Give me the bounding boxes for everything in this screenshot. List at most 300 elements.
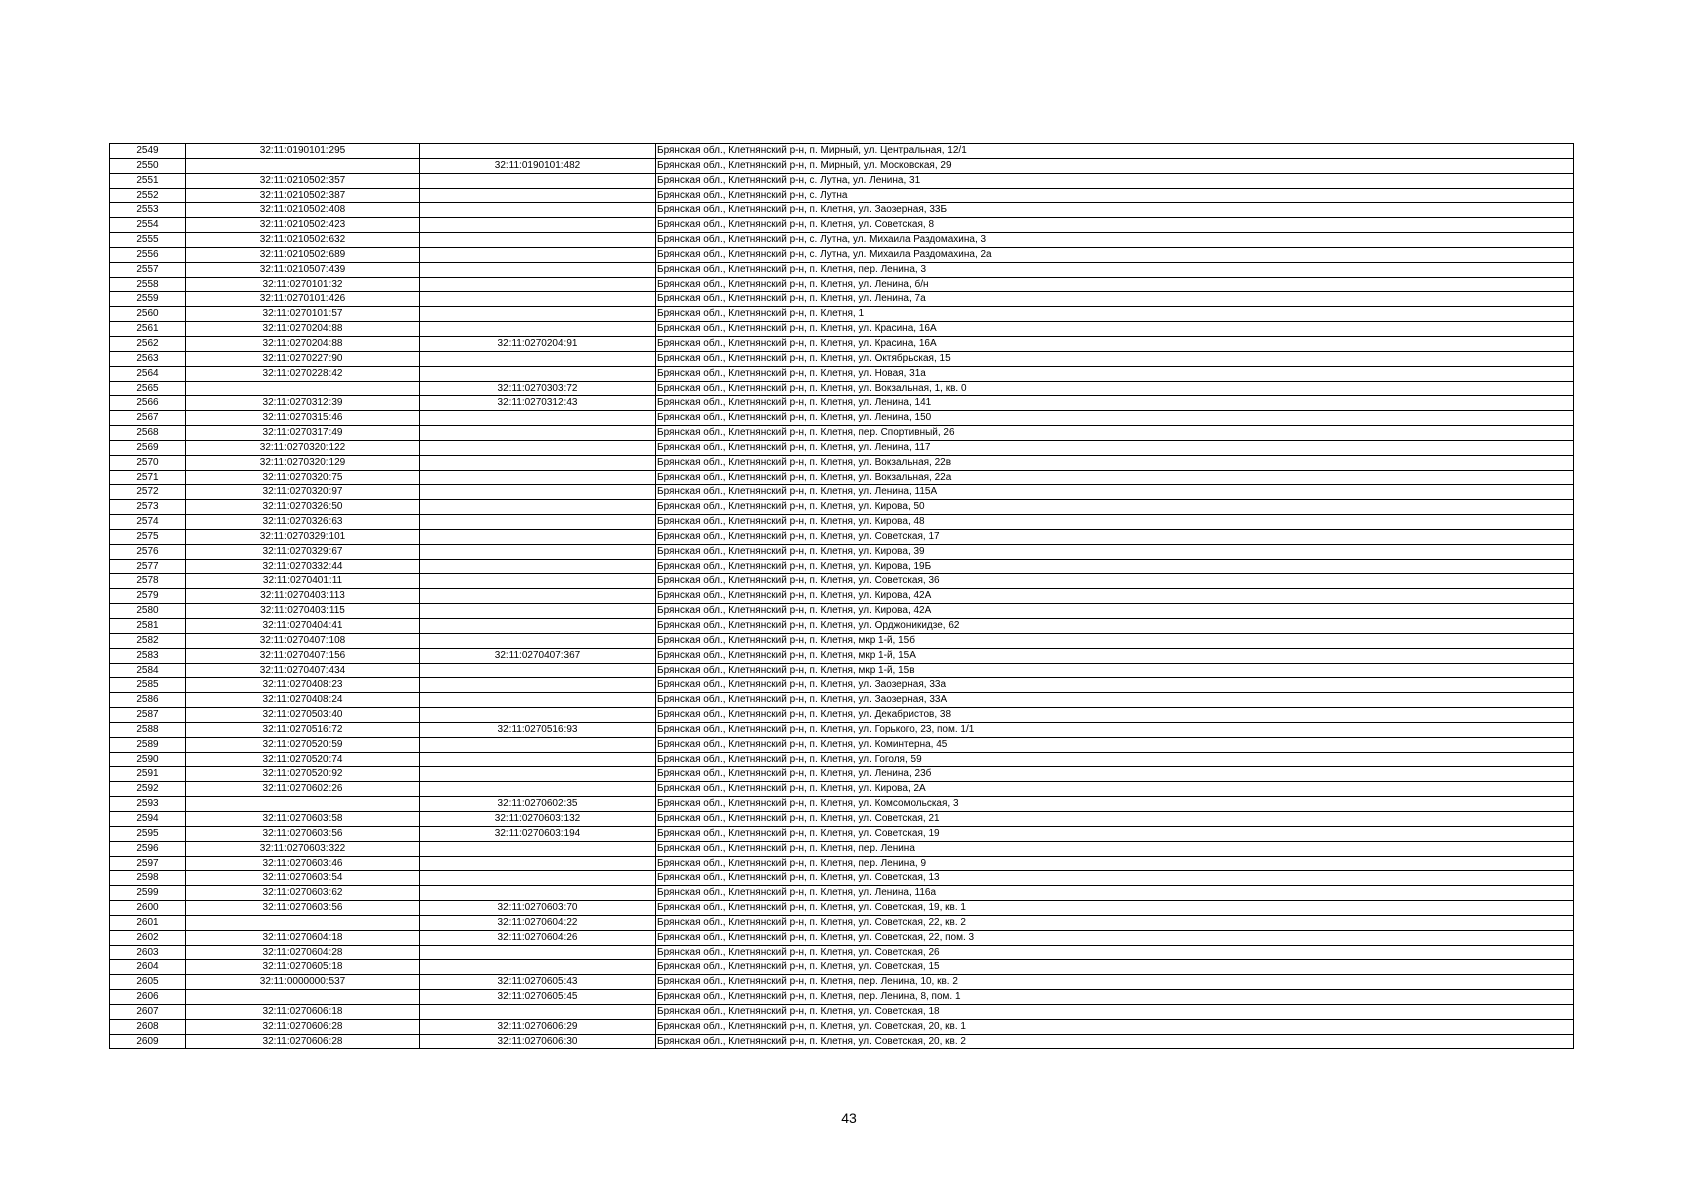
cadastral-number-cell: 32:11:0270602:26	[186, 782, 420, 797]
address-cell: Брянская обл., Клетнянский р-н, п. Клетня, ул. Ленина, 117	[656, 440, 1574, 455]
row-number-cell: 2603	[110, 945, 186, 960]
address-cell: Брянская обл., Клетнянский р-н, п. Клетня, ул. Ленина, 7а	[656, 292, 1574, 307]
row-number-cell: 2550	[110, 158, 186, 173]
row-number-cell: 2606	[110, 990, 186, 1005]
row-number-cell: 2567	[110, 411, 186, 426]
object-number-cell: 32:11:0270606:30	[420, 1034, 656, 1049]
row-number-cell: 2566	[110, 396, 186, 411]
address-cell: Брянская обл., Клетнянский р-н, п. Клетня, ул. Заозерная, 33А	[656, 693, 1574, 708]
address-cell: Брянская обл., Клетнянский р-н, п. Клетня, ул. Декабристов, 38	[656, 708, 1574, 723]
table-row	[110, 322, 1574, 337]
table-row	[110, 455, 1574, 470]
cadastral-number-cell: 32:11:0270520:59	[186, 737, 420, 752]
table-row	[110, 1004, 1574, 1019]
table-row	[110, 708, 1574, 723]
object-number-cell	[420, 485, 656, 500]
address-cell: Брянская обл., Клетнянский р-н, п. Клетня, ул. Ленина, 115А	[656, 485, 1574, 500]
table-row	[110, 515, 1574, 530]
address-cell: Брянская обл., Клетнянский р-н, п. Клетня, 1	[656, 307, 1574, 322]
address-cell: Брянская обл., Клетнянский р-н, п. Клетня, пер. Ленина, 8, пом. 1	[656, 990, 1574, 1005]
row-number-cell: 2573	[110, 500, 186, 515]
row-number-cell: 2589	[110, 737, 186, 752]
address-cell: Брянская обл., Клетнянский р-н, п. Клетня, ул. Ленина, 116а	[656, 886, 1574, 901]
row-number-cell: 2598	[110, 871, 186, 886]
object-number-cell	[420, 203, 656, 218]
object-number-cell	[420, 426, 656, 441]
cadastral-number-cell: 32:11:0270326:63	[186, 515, 420, 530]
cadastral-number-cell: 32:11:0270320:75	[186, 470, 420, 485]
cadastral-number-cell: 32:11:0270312:39	[186, 396, 420, 411]
cadastral-number-cell: 32:11:0270407:108	[186, 633, 420, 648]
object-number-cell	[420, 886, 656, 901]
address-cell: Брянская обл., Клетнянский р-н, с. Лутна, ул. Ленина, 31	[656, 173, 1574, 188]
table-row	[110, 975, 1574, 990]
object-number-cell: 32:11:0270603:70	[420, 901, 656, 916]
table-row	[110, 203, 1574, 218]
object-number-cell: 32:11:0270312:43	[420, 396, 656, 411]
table-row	[110, 366, 1574, 381]
object-number-cell	[420, 856, 656, 871]
row-number-cell: 2563	[110, 351, 186, 366]
address-cell: Брянская обл., Клетнянский р-н, п. Клетня, ул. Ленина, 23б	[656, 767, 1574, 782]
cadastral-number-cell: 32:11:0270408:23	[186, 678, 420, 693]
object-number-cell	[420, 693, 656, 708]
cadastral-number-cell: 32:11:0270329:101	[186, 529, 420, 544]
table-row	[110, 901, 1574, 916]
cadastral-number-cell: 32:11:0270604:18	[186, 930, 420, 945]
address-cell: Брянская обл., Клетнянский р-н, п. Клетня, мкр 1-й, 15А	[656, 648, 1574, 663]
row-number-cell: 2605	[110, 975, 186, 990]
table-row	[110, 559, 1574, 574]
row-number-cell: 2602	[110, 930, 186, 945]
address-cell: Брянская обл., Клетнянский р-н, п. Клетня, ул. Заозерная, 33а	[656, 678, 1574, 693]
cadastral-number-cell	[186, 797, 420, 812]
address-cell: Брянская обл., Клетнянский р-н, п. Клетня, ул. Советская, 36	[656, 574, 1574, 589]
address-cell: Брянская обл., Клетнянский р-н, п. Клетня, пер. Ленина, 9	[656, 856, 1574, 871]
address-cell: Брянская обл., Клетнянский р-н, п. Клетня, ул. Советская, 19	[656, 826, 1574, 841]
cadastral-number-cell: 32:11:0270603:46	[186, 856, 420, 871]
address-cell: Брянская обл., Клетнянский р-н, п. Клетня, ул. Советская, 18	[656, 1004, 1574, 1019]
object-number-cell: 32:11:0270303:72	[420, 381, 656, 396]
table-row	[110, 767, 1574, 782]
object-number-cell: 32:11:0270605:43	[420, 975, 656, 990]
row-number-cell: 2594	[110, 811, 186, 826]
address-cell: Брянская обл., Клетнянский р-н, п. Клетня, ул. Советская, 20, кв. 1	[656, 1019, 1574, 1034]
address-cell: Брянская обл., Клетнянский р-н, п. Клетня, ул. Новая, 31а	[656, 366, 1574, 381]
table-row	[110, 529, 1574, 544]
object-number-cell	[420, 737, 656, 752]
row-number-cell: 2590	[110, 752, 186, 767]
table-row	[110, 990, 1574, 1005]
object-number-cell	[420, 559, 656, 574]
cadastral-number-cell: 32:11:0270404:41	[186, 619, 420, 634]
row-number-cell: 2559	[110, 292, 186, 307]
address-cell: Брянская обл., Клетнянский р-н, п. Клетня, ул. Советская, 15	[656, 960, 1574, 975]
row-number-cell: 2601	[110, 915, 186, 930]
table-row	[110, 811, 1574, 826]
table-row	[110, 841, 1574, 856]
cadastral-number-cell: 32:11:0270204:88	[186, 336, 420, 351]
object-number-cell	[420, 1004, 656, 1019]
object-number-cell	[420, 529, 656, 544]
table-row	[110, 960, 1574, 975]
object-number-cell	[420, 708, 656, 723]
object-number-cell: 32:11:0270602:35	[420, 797, 656, 812]
row-number-cell: 2585	[110, 678, 186, 693]
table-row	[110, 826, 1574, 841]
address-cell: Брянская обл., Клетнянский р-н, п. Клетня, ул. Кирова, 42А	[656, 604, 1574, 619]
object-number-cell	[420, 440, 656, 455]
row-number-cell: 2608	[110, 1019, 186, 1034]
object-number-cell	[420, 515, 656, 530]
address-cell: Брянская обл., Клетнянский р-н, п. Клетня, ул. Советская, 20, кв. 2	[656, 1034, 1574, 1049]
table-row	[110, 307, 1574, 322]
object-number-cell	[420, 470, 656, 485]
cadastral-number-cell: 32:11:0210507:439	[186, 262, 420, 277]
object-number-cell	[420, 500, 656, 515]
row-number-cell: 2565	[110, 381, 186, 396]
cadastral-number-cell: 32:11:0270317:49	[186, 426, 420, 441]
object-number-cell	[420, 188, 656, 203]
object-number-cell	[420, 411, 656, 426]
row-number-cell: 2570	[110, 455, 186, 470]
table-row	[110, 396, 1574, 411]
row-number-cell: 2599	[110, 886, 186, 901]
table-row	[110, 574, 1574, 589]
table-row	[110, 426, 1574, 441]
object-number-cell	[420, 767, 656, 782]
object-number-cell	[420, 322, 656, 337]
address-cell: Брянская обл., Клетнянский р-н, п. Клетня, мкр 1-й, 15б	[656, 633, 1574, 648]
object-number-cell	[420, 277, 656, 292]
object-number-cell: 32:11:0270606:29	[420, 1019, 656, 1034]
cadastral-number-cell: 32:11:0190101:295	[186, 144, 420, 159]
table-row	[110, 544, 1574, 559]
table-row	[110, 292, 1574, 307]
cadastral-number-cell: 32:11:0270605:18	[186, 960, 420, 975]
cadastral-number-cell: 32:11:0210502:387	[186, 188, 420, 203]
address-cell: Брянская обл., Клетнянский р-н, п. Клетня, ул. Коминтерна, 45	[656, 737, 1574, 752]
cadastral-number-cell: 32:11:0270516:72	[186, 722, 420, 737]
cadastral-number-cell: 32:11:0270101:32	[186, 277, 420, 292]
cadastral-number-cell: 32:11:0270101:57	[186, 307, 420, 322]
cadastral-number-cell: 32:11:0270326:50	[186, 500, 420, 515]
table-row	[110, 144, 1574, 159]
address-cell: Брянская обл., Клетнянский р-н, п. Клетня, ул. Кирова, 50	[656, 500, 1574, 515]
row-number-cell: 2577	[110, 559, 186, 574]
object-number-cell: 32:11:0270605:45	[420, 990, 656, 1005]
row-number-cell: 2569	[110, 440, 186, 455]
object-number-cell	[420, 604, 656, 619]
table-row	[110, 915, 1574, 930]
table-row	[110, 752, 1574, 767]
table-row	[110, 782, 1574, 797]
table-row	[110, 797, 1574, 812]
table-row	[110, 678, 1574, 693]
object-number-cell: 32:11:0270407:367	[420, 648, 656, 663]
row-number-cell: 2554	[110, 218, 186, 233]
cadastral-number-cell: 32:11:0270408:24	[186, 693, 420, 708]
table-row	[110, 945, 1574, 960]
row-number-cell: 2561	[110, 322, 186, 337]
address-cell: Брянская обл., Клетнянский р-н, п. Клетня, ул. Гоголя, 59	[656, 752, 1574, 767]
row-number-cell: 2592	[110, 782, 186, 797]
object-number-cell	[420, 619, 656, 634]
object-number-cell	[420, 589, 656, 604]
address-cell: Брянская обл., Клетнянский р-н, п. Клетня, ул. Горького, 23, пом. 1/1	[656, 722, 1574, 737]
table-row	[110, 351, 1574, 366]
address-cell: Брянская обл., Клетнянский р-н, п. Клетня, ул. Ленина, 141	[656, 396, 1574, 411]
table-row	[110, 1019, 1574, 1034]
address-cell: Брянская обл., Клетнянский р-н, п. Клетня, ул. Советская, 21	[656, 811, 1574, 826]
table-row	[110, 604, 1574, 619]
table-row	[110, 158, 1574, 173]
cadastral-number-cell: 32:11:0270606:28	[186, 1034, 420, 1049]
row-number-cell: 2596	[110, 841, 186, 856]
object-number-cell: 32:11:0190101:482	[420, 158, 656, 173]
address-cell: Брянская обл., Клетнянский р-н, п. Клетня, ул. Советская, 19, кв. 1	[656, 901, 1574, 916]
table-row	[110, 381, 1574, 396]
address-cell: Брянская обл., Клетнянский р-н, п. Клетня, ул. Советская, 22, пом. 3	[656, 930, 1574, 945]
cadastral-number-cell: 32:11:0270603:58	[186, 811, 420, 826]
address-cell: Брянская обл., Клетнянский р-н, п. Клетня, ул. Советская, 17	[656, 529, 1574, 544]
object-number-cell	[420, 782, 656, 797]
address-cell: Брянская обл., Клетнянский р-н, п. Клетня, пер. Ленина, 10, кв. 2	[656, 975, 1574, 990]
row-number-cell: 2584	[110, 663, 186, 678]
address-cell: Брянская обл., Клетнянский р-н, п. Клетня, ул. Кирова, 39	[656, 544, 1574, 559]
row-number-cell: 2571	[110, 470, 186, 485]
row-number-cell: 2560	[110, 307, 186, 322]
address-cell: Брянская обл., Клетнянский р-н, п. Клетня, ул. Кирова, 48	[656, 515, 1574, 530]
object-number-cell	[420, 455, 656, 470]
address-cell: Брянская обл., Клетнянский р-н, с. Лутна, ул. Михаила Раздомахина, 3	[656, 233, 1574, 248]
object-number-cell: 32:11:0270204:91	[420, 336, 656, 351]
table-row	[110, 262, 1574, 277]
address-cell: Брянская обл., Клетнянский р-н, п. Клетня, ул. Вокзальная, 22а	[656, 470, 1574, 485]
object-number-cell: 32:11:0270604:26	[420, 930, 656, 945]
table-row	[110, 173, 1574, 188]
address-cell: Брянская обл., Клетнянский р-н, п. Клетня, ул. Кирова, 2А	[656, 782, 1574, 797]
table-row	[110, 633, 1574, 648]
object-number-cell	[420, 752, 656, 767]
cadastral-number-cell: 32:11:0270401:11	[186, 574, 420, 589]
row-number-cell: 2572	[110, 485, 186, 500]
address-cell: Брянская обл., Клетнянский р-н, п. Клетня, ул. Октябрьская, 15	[656, 351, 1574, 366]
cadastral-number-cell: 32:11:0270603:322	[186, 841, 420, 856]
table-row	[110, 247, 1574, 262]
object-number-cell: 32:11:0270603:194	[420, 826, 656, 841]
registry-table	[109, 143, 1574, 1049]
address-cell: Брянская обл., Клетнянский р-н, с. Лутна	[656, 188, 1574, 203]
object-number-cell	[420, 960, 656, 975]
row-number-cell: 2604	[110, 960, 186, 975]
cadastral-number-cell: 32:11:0270603:62	[186, 886, 420, 901]
object-number-cell	[420, 574, 656, 589]
object-number-cell	[420, 351, 656, 366]
object-number-cell	[420, 247, 656, 262]
cadastral-number-cell: 32:11:0270204:88	[186, 322, 420, 337]
row-number-cell: 2552	[110, 188, 186, 203]
cadastral-number-cell: 32:11:0270320:129	[186, 455, 420, 470]
cadastral-number-cell: 32:11:0270332:44	[186, 559, 420, 574]
row-number-cell: 2574	[110, 515, 186, 530]
table-row	[110, 188, 1574, 203]
row-number-cell: 2582	[110, 633, 186, 648]
row-number-cell: 2607	[110, 1004, 186, 1019]
address-cell: Брянская обл., Клетнянский р-н, п. Клетня, ул. Вокзальная, 1, кв. 0	[656, 381, 1574, 396]
row-number-cell: 2568	[110, 426, 186, 441]
address-cell: Брянская обл., Клетнянский р-н, п. Клетня, ул. Комсомольская, 3	[656, 797, 1574, 812]
row-number-cell: 2591	[110, 767, 186, 782]
table-row	[110, 485, 1574, 500]
row-number-cell: 2553	[110, 203, 186, 218]
row-number-cell: 2580	[110, 604, 186, 619]
object-number-cell	[420, 307, 656, 322]
address-cell: Брянская обл., Клетнянский р-н, п. Клетня, ул. Ленина, б/н	[656, 277, 1574, 292]
cadastral-number-cell: 32:11:0270315:46	[186, 411, 420, 426]
row-number-cell: 2579	[110, 589, 186, 604]
row-number-cell: 2564	[110, 366, 186, 381]
table-row	[110, 693, 1574, 708]
object-number-cell	[420, 144, 656, 159]
address-cell: Брянская обл., Клетнянский р-н, п. Клетня, мкр 1-й, 15в	[656, 663, 1574, 678]
cadastral-number-cell: 32:11:0270329:67	[186, 544, 420, 559]
row-number-cell: 2549	[110, 144, 186, 159]
object-number-cell	[420, 233, 656, 248]
cadastral-number-cell: 32:11:0270403:113	[186, 589, 420, 604]
address-cell: Брянская обл., Клетнянский р-н, п. Клетня, ул. Советская, 13	[656, 871, 1574, 886]
object-number-cell	[420, 544, 656, 559]
row-number-cell: 2551	[110, 173, 186, 188]
object-number-cell	[420, 292, 656, 307]
object-number-cell	[420, 663, 656, 678]
address-cell: Брянская обл., Клетнянский р-н, п. Клетня, пер. Спортивный, 26	[656, 426, 1574, 441]
object-number-cell	[420, 366, 656, 381]
object-number-cell: 32:11:0270604:22	[420, 915, 656, 930]
object-number-cell	[420, 633, 656, 648]
address-cell: Брянская обл., Клетнянский р-н, п. Клетня, пер. Ленина, 3	[656, 262, 1574, 277]
cadastral-number-cell: 32:11:0000000:537	[186, 975, 420, 990]
address-cell: Брянская обл., Клетнянский р-н, п. Клетня, ул. Вокзальная, 22в	[656, 455, 1574, 470]
address-cell: Брянская обл., Клетнянский р-н, п. Клетня, ул. Орджоникидзе, 62	[656, 619, 1574, 634]
row-number-cell: 2556	[110, 247, 186, 262]
object-number-cell	[420, 262, 656, 277]
cadastral-number-cell: 32:11:0270228:42	[186, 366, 420, 381]
cadastral-number-cell: 32:11:0270603:56	[186, 901, 420, 916]
table-row	[110, 871, 1574, 886]
cadastral-number-cell: 32:11:0270403:115	[186, 604, 420, 619]
cadastral-number-cell: 32:11:0270520:74	[186, 752, 420, 767]
cadastral-number-cell: 32:11:0270320:97	[186, 485, 420, 500]
cadastral-number-cell: 32:11:0270603:54	[186, 871, 420, 886]
table-row	[110, 856, 1574, 871]
row-number-cell: 2588	[110, 722, 186, 737]
cadastral-number-cell: 32:11:0270407:434	[186, 663, 420, 678]
table-row	[110, 336, 1574, 351]
address-cell: Брянская обл., Клетнянский р-н, п. Клетня, ул. Заозерная, 33Б	[656, 203, 1574, 218]
cadastral-number-cell: 32:11:0210502:689	[186, 247, 420, 262]
page-number: 43	[841, 1110, 857, 1126]
object-number-cell	[420, 173, 656, 188]
cadastral-number-cell: 32:11:0210502:408	[186, 203, 420, 218]
row-number-cell: 2555	[110, 233, 186, 248]
address-cell: Брянская обл., Клетнянский р-н, п. Клетня, ул. Ленина, 150	[656, 411, 1574, 426]
table-row	[110, 470, 1574, 485]
address-cell: Брянская обл., Клетнянский р-н, п. Мирный, ул. Московская, 29	[656, 158, 1574, 173]
address-cell: Брянская обл., Клетнянский р-н, п. Клетня, ул. Советская, 8	[656, 218, 1574, 233]
cadastral-number-cell: 32:11:0270407:156	[186, 648, 420, 663]
row-number-cell: 2587	[110, 708, 186, 723]
row-number-cell: 2595	[110, 826, 186, 841]
table-row	[110, 663, 1574, 678]
table-row	[110, 500, 1574, 515]
row-number-cell: 2597	[110, 856, 186, 871]
cadastral-number-cell: 32:11:0270606:18	[186, 1004, 420, 1019]
row-number-cell: 2581	[110, 619, 186, 634]
cadastral-number-cell: 32:11:0270603:56	[186, 826, 420, 841]
row-number-cell: 2576	[110, 544, 186, 559]
table-row	[110, 930, 1574, 945]
cadastral-number-cell: 32:11:0210502:423	[186, 218, 420, 233]
cadastral-number-cell: 32:11:0270520:92	[186, 767, 420, 782]
row-number-cell: 2586	[110, 693, 186, 708]
cadastral-number-cell	[186, 158, 420, 173]
object-number-cell	[420, 218, 656, 233]
cadastral-number-cell: 32:11:0270320:122	[186, 440, 420, 455]
row-number-cell: 2557	[110, 262, 186, 277]
table-row	[110, 722, 1574, 737]
cadastral-number-cell: 32:11:0210502:357	[186, 173, 420, 188]
address-cell: Брянская обл., Клетнянский р-н, п. Клетня, ул. Советская, 26	[656, 945, 1574, 960]
cadastral-number-cell: 32:11:0270503:40	[186, 708, 420, 723]
object-number-cell	[420, 945, 656, 960]
address-cell: Брянская обл., Клетнянский р-н, с. Лутна, ул. Михаила Раздомахина, 2а	[656, 247, 1574, 262]
table-row	[110, 648, 1574, 663]
address-cell: Брянская обл., Клетнянский р-н, п. Мирный, ул. Центральная, 12/1	[656, 144, 1574, 159]
table-row	[110, 411, 1574, 426]
address-cell: Брянская обл., Клетнянский р-н, п. Клетня, ул. Кирова, 42А	[656, 589, 1574, 604]
cadastral-number-cell: 32:11:0270606:28	[186, 1019, 420, 1034]
address-cell: Брянская обл., Клетнянский р-н, п. Клетня, ул. Красина, 16А	[656, 322, 1574, 337]
address-cell: Брянская обл., Клетнянский р-н, п. Клетня, ул. Красина, 16А	[656, 336, 1574, 351]
address-cell: Брянская обл., Клетнянский р-н, п. Клетня, пер. Ленина	[656, 841, 1574, 856]
cadastral-number-cell: 32:11:0270227:90	[186, 351, 420, 366]
cadastral-number-cell	[186, 990, 420, 1005]
row-number-cell: 2578	[110, 574, 186, 589]
row-number-cell: 2562	[110, 336, 186, 351]
table-row	[110, 1034, 1574, 1049]
cadastral-number-cell: 32:11:0270604:28	[186, 945, 420, 960]
address-cell: Брянская обл., Клетнянский р-н, п. Клетня, ул. Советская, 22, кв. 2	[656, 915, 1574, 930]
object-number-cell	[420, 871, 656, 886]
cadastral-number-cell: 32:11:0270101:426	[186, 292, 420, 307]
cadastral-number-cell	[186, 381, 420, 396]
row-number-cell: 2575	[110, 529, 186, 544]
row-number-cell: 2609	[110, 1034, 186, 1049]
object-number-cell	[420, 841, 656, 856]
cadastral-number-cell: 32:11:0210502:632	[186, 233, 420, 248]
table-row	[110, 886, 1574, 901]
table-row	[110, 440, 1574, 455]
row-number-cell: 2593	[110, 797, 186, 812]
object-number-cell	[420, 678, 656, 693]
table-row	[110, 737, 1574, 752]
object-number-cell: 32:11:0270603:132	[420, 811, 656, 826]
table-row	[110, 589, 1574, 604]
table-row	[110, 277, 1574, 292]
table-row	[110, 233, 1574, 248]
row-number-cell: 2600	[110, 901, 186, 916]
